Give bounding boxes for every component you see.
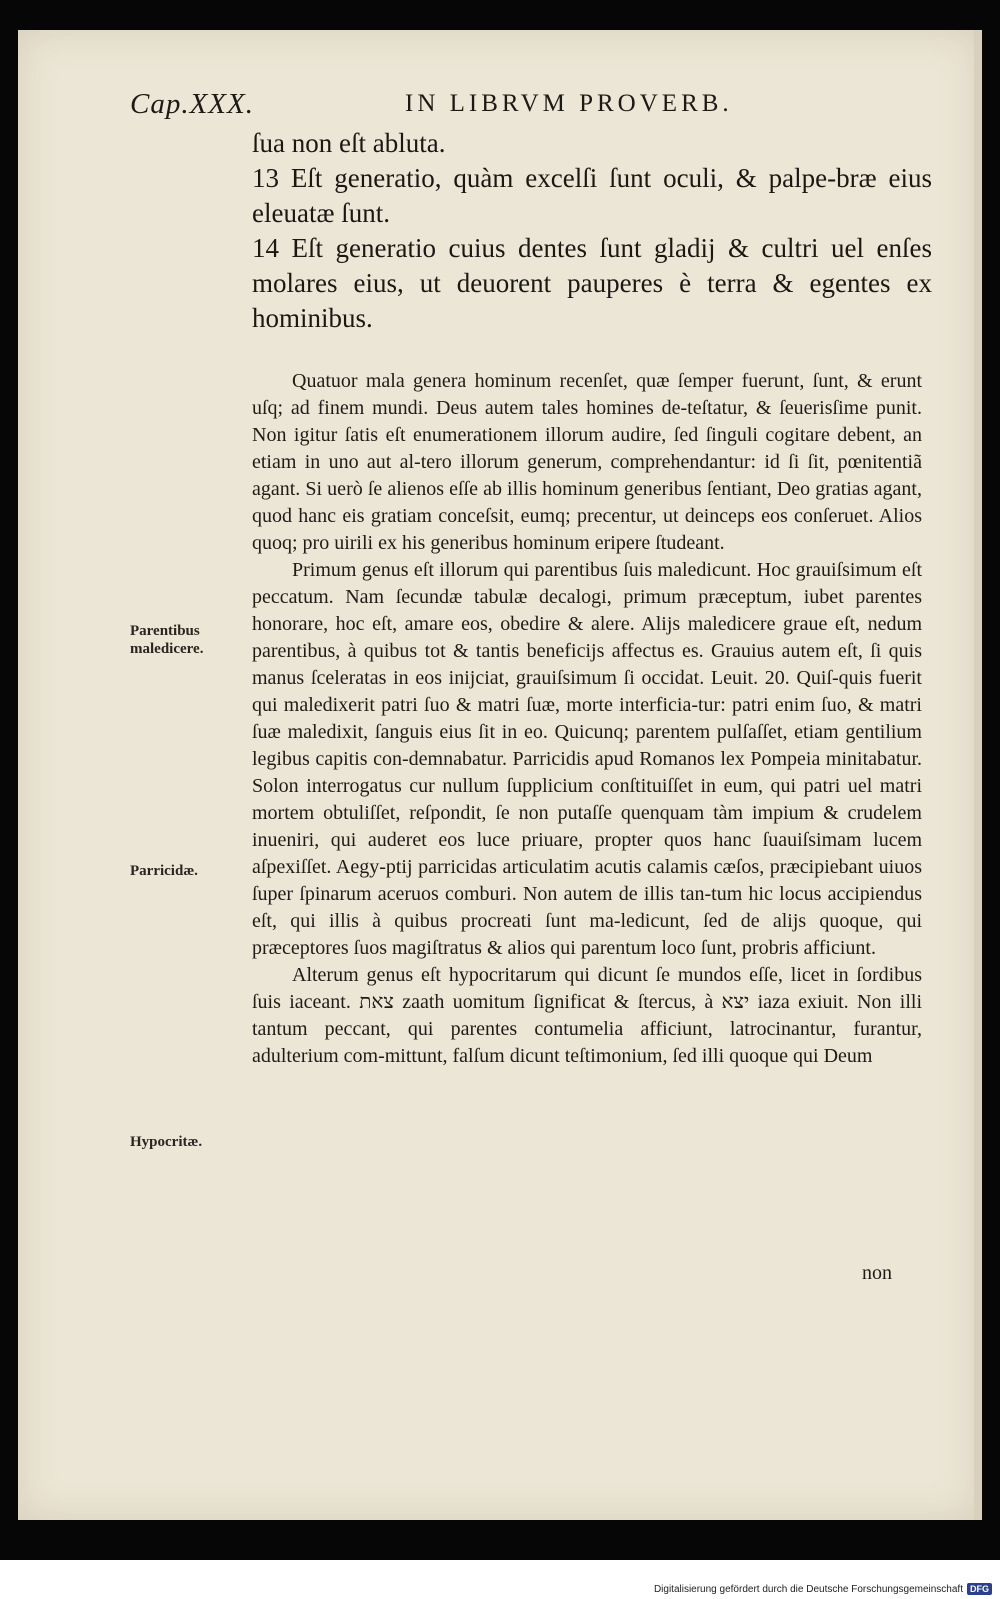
commentary-paragraph-parents: Primum genus eſt illorum qui parentibus ſuis maledicunt. Hoc grauiſsimum eſt peccatum. Nam ſecundæ tabulæ decalogi, primum præceptum, iubet parentes honorare, hoc eſt, amare eos, obedire & alere. Alijs maledicere graue eſt, nedum parentibus, à quibus tot & tantis beneficijs affectus es. Grauius autem eſt, ſi quis manus ſceleratas in eos inijciat, grauiſsimum ſi occidat. Leuit. 20. Quiſ-quis fuerit qui maledixerit patri ſuo & matri ſuæ, morte interficia-tur: patri enim ſuo, & matri ſuæ maledixit, ſanguis eius ſit in eo. Quicunq; parentem pulſaſſet, etiam gentilium legibus capitis con-demnabatur. Parricidis apud Romanos lex Pompeia minitabatur. Solon interrogatus cur nullum ſupplicium conſtituiſſet in eum, qui patri uel matri mortem obtuliſſet, reſpondit, ſe non putaſſe quenquam tàm impium & crudelem inueniri, qui auderet eos luce priuare, propter quos hanc ſuauiſsimam lucem aſpexiſſet. Aegy-ptij parricidas articulatim acutis calamis cæſos, præcipiebant uiuos ſuper ſpinarum aceruos comburi. Non autem de illis tan-tum hic locus accipiendus eſt, qui illis à quibus procreati ſunt ma-ledicunt, ſed de alijs quoque, qui præceptores ſuos magiſtratus & alios qui parentum loco ſunt, probris afficiunt. xyxy=(252,559,922,959)
dfg-logo: DFG xyxy=(967,1583,992,1595)
commentary-paragraph-intro: Quatuor mala genera hominum recenſet, quæ ſemper fuerunt, ſunt, & erunt uſq; ad finem mundi. Deus autem tales homines de-teſtatur, & ſeuerisſime punit. Non igitur ſatis eſt enumerationem illorum audire, ſed ſinguli cogitare debent, an etiam in uno aut al-tero illorum generum, comprehendantur: id ſi ſit, pœnitentiã agant. Si uerò ſe alienos eſſe ab illis hominum generibus ſentiant, Deo gratias agant, quod hanc eis gratiam conceſsit, eumq; precentur, ut deinceps eos conſeruet. Alios quoq; pro uirili ex his generibus hominum eripere ſtudeant. xyxy=(252,370,922,554)
digitization-credit xyxy=(654,1583,992,1595)
verse-line: ſua non eſt abluta. xyxy=(252,128,446,158)
verse-block xyxy=(252,126,932,336)
running-title: IN LIBRVM PROVERB. xyxy=(405,90,733,117)
page-header xyxy=(130,88,910,128)
margin-note-parents: Parentibus maledicere. xyxy=(130,623,204,657)
chapter-label: Cap.XXX. xyxy=(130,88,254,120)
catchword: non xyxy=(862,1262,892,1284)
margin-note-parricides: Parricidæ. xyxy=(130,863,198,879)
verse-14: 14 Eſt generatio cuius dentes ſunt gladij & cultri uel enſes molares eius, ut deuorent pauperes è terra & egentes ex hominibus. xyxy=(252,233,932,333)
credit-text: Digitalisierung gefördert durch die Deutsche Forschungsgemeinschaft xyxy=(653,1583,963,1595)
verse-13: 13 Eſt generatio, quàm excelſi ſunt oculi, & palpe-bræ eius eleuatæ ſunt. xyxy=(252,163,932,228)
margin-note-hypocrites: Hypocritæ. xyxy=(130,1134,203,1150)
commentary-paragraph-hypocrites: Alterum genus eſt hypocritarum qui dicunt ſe mundos eſſe, licet in ſordibus ſuis iaceant. צאת zaath uomitum ſignificat & ſtercus, à יצא iaza exiuit. Non illi tantum peccant, qui parentes contumelia afficiunt, latrocinantur, furantur, adulterium com-mittunt, falſum dicunt teſtimonium, ſed illi quoque qui Deum xyxy=(252,964,923,1067)
page-edge xyxy=(974,30,982,1520)
commentary-block xyxy=(252,368,922,1070)
